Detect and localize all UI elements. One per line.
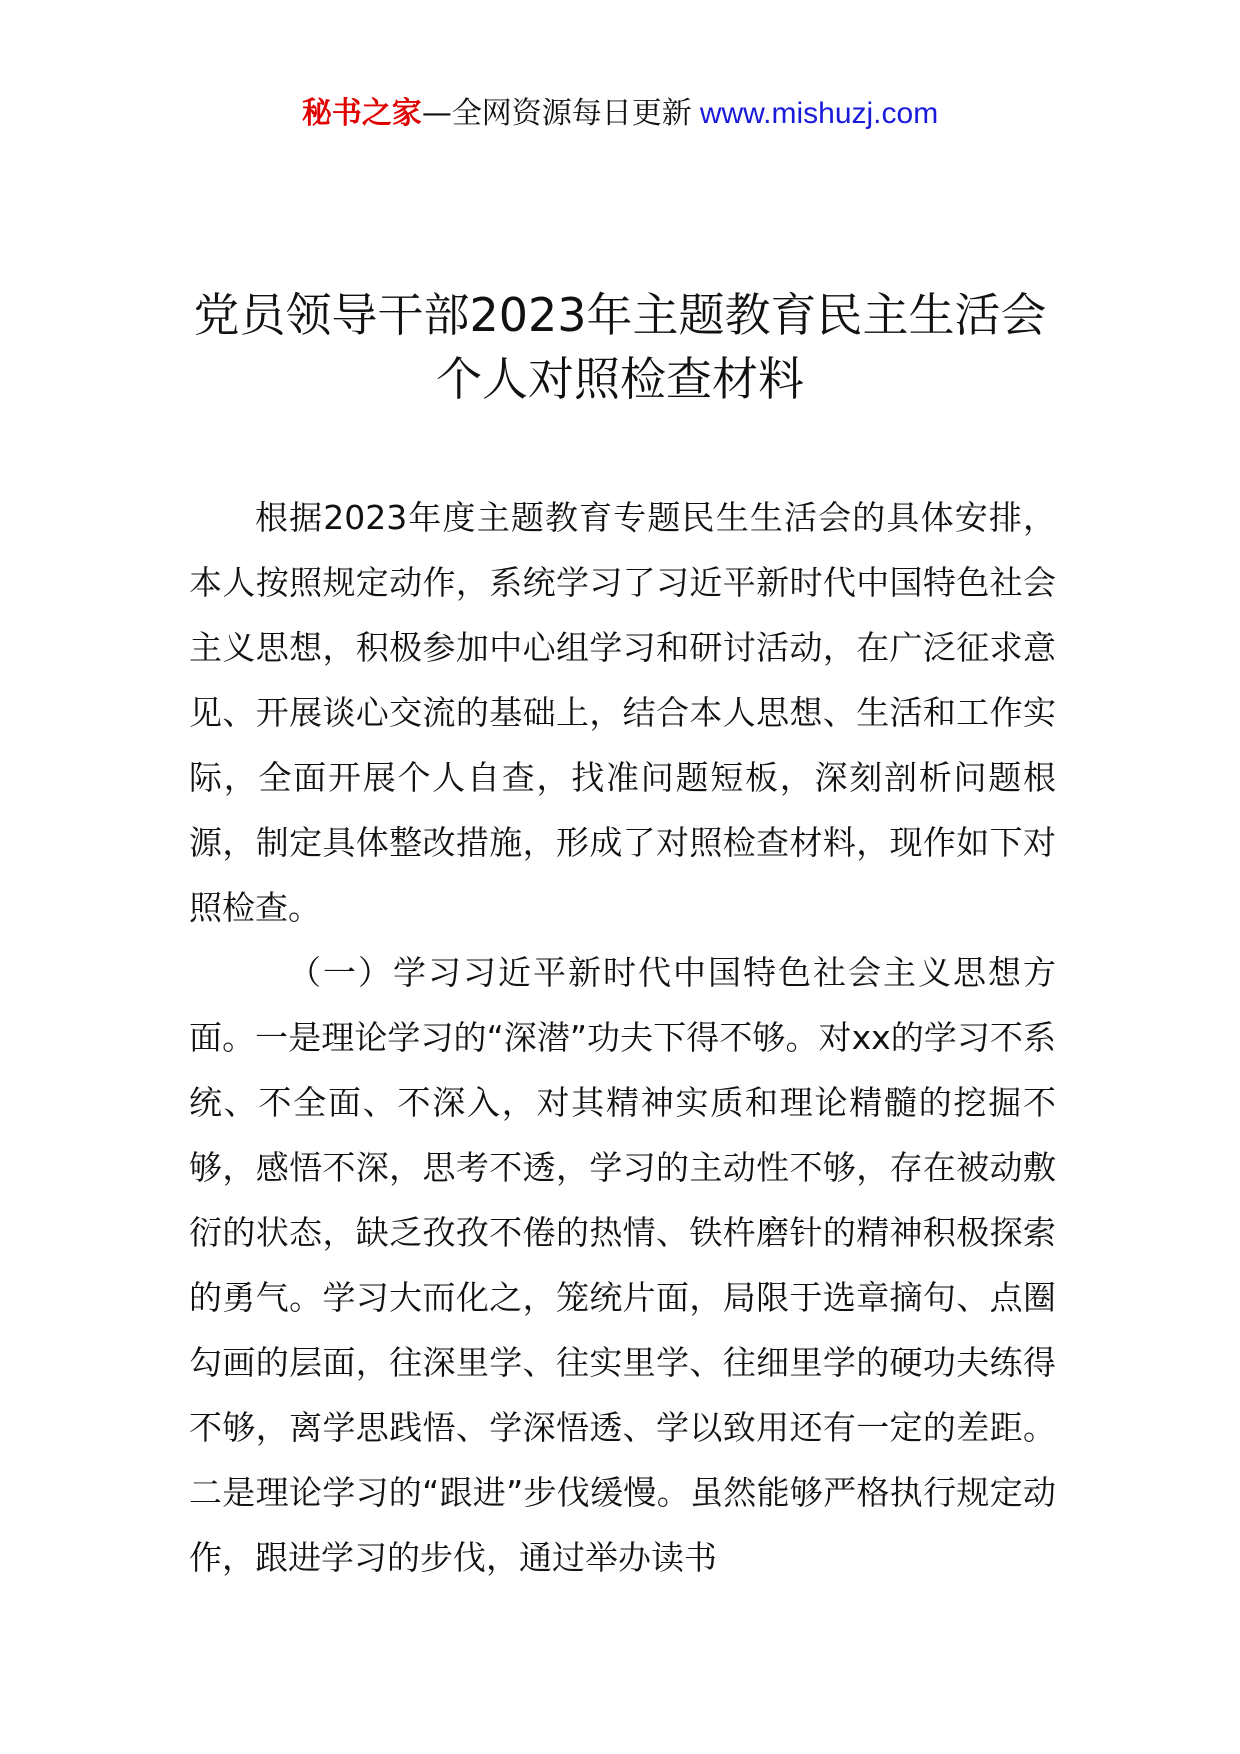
document-title — [0, 283, 1240, 411]
paragraph-section-1: （一）学习习近平新时代中国特色社会主义思想方面。一是理论学习的“深潜”功夫下得不够。对xx的学习不系统、不全面、不深入，对其精神实质和理论精髓的挖掘不够，感悟不深，思考不透，学习的主动性不够，存在被动敷衍的状态，缺乏孜孜不倦的热情、铁杵磨针的精神积极探索的勇气。学习大而化之，笼统片面，局限于选章摘句、点圈勾画的层面，往深里学、往实里学、往细里学的硬功夫练得不够，离学思践悟、学深悟透、学以致用还有一定的差距。二是理论学习的“跟进”步伐缓慢。虽然能够严格执行规定动作，跟进学习的步伐，通过举办读书 — [189, 953, 1056, 1577]
site-slogan: —全网资源每日更新 — [421, 96, 692, 131]
site-header — [0, 94, 1240, 134]
paragraph-intro: 根据2023年度主题教育专题民生生活会的具体安排，本人按照规定动作，系统学习了习近平新时代中国特色社会主义思想，积极参加中心组学习和研讨活动，在广泛征求意见、开展谈心交流的基础上，结合本人思想、生活和工作实际，全面开展个人自查，找准问题短板，深刻剖析问题根源，制定具体整改措施，形成了对照检查材料，现作如下对照检查。 — [189, 498, 1056, 927]
site-url-link[interactable]: www.mishuzj.com — [699, 97, 939, 130]
title-line-1: 党员领导干部2023年主题教育民主生活会 — [193, 288, 1047, 342]
document-body — [189, 485, 1056, 1590]
site-brand: 秘书之家 — [301, 96, 422, 131]
title-line-2: 个人对照检查材料 — [436, 352, 804, 406]
